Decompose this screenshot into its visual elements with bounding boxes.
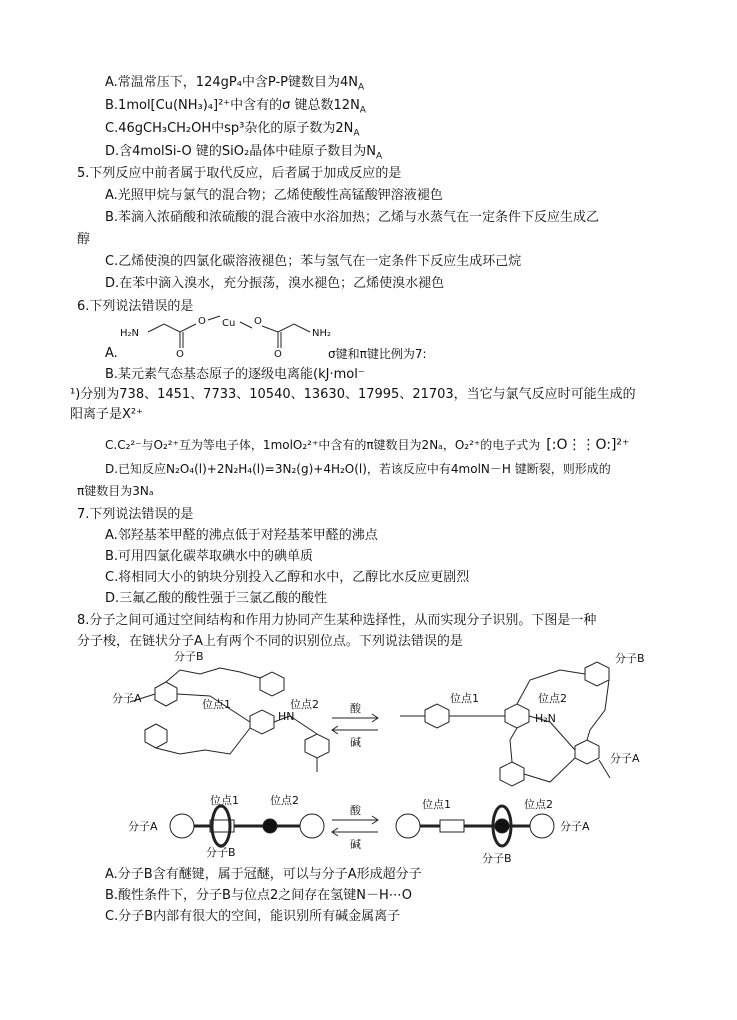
struct-label-o4: O (274, 349, 282, 358)
fig-label-site1-bottom-right: 位点1 (422, 798, 451, 811)
fig-label-mol-b-top-right: 分子B (615, 652, 645, 665)
q4-option-a: A.常温常压下，124gP₄中含P-P键数目为$4N_A$ (105, 75, 365, 93)
q8-option-a: A.分子B含有醚键，属于冠醚，可以与分子A形成超分子 (105, 867, 422, 882)
o2-electron-formula: [:O⋮⋮O:]²⁺ (546, 437, 630, 453)
q8-option-b: B.酸性条件下，分子B与位点2之间存在氢键N－H⋯O (105, 888, 412, 903)
fig-label-site1-bottom-left: 位点1 (210, 794, 239, 807)
fig-label-h2n: H₂N (535, 712, 556, 725)
fig-label-base-bottom: 碱 (350, 838, 361, 851)
fig-label-site2-top-left: 位点2 (290, 698, 319, 711)
q4-option-b: B.1mol[Cu(NH₃)₄]²⁺中含有的σ 键总数$12N_A$ (105, 98, 366, 116)
q6-option-d-line2: π键数目为3Nₐ (77, 484, 154, 498)
q7-option-c: C.将相同大小的钠块分别投入乙醇和水中，乙醇比水反应更剧烈 (105, 570, 470, 585)
fig-label-acid-bottom: 酸 (350, 804, 361, 817)
q5-option-b-line2: 醇 (77, 232, 91, 247)
struct-label-cu: Cu (222, 318, 236, 329)
fig-label-mol-a-top-right: 分子A (610, 752, 640, 765)
q4-option-c: C.46gCH₃CH₂OH中sp³杂化的原子数为$2N_A$ (105, 121, 360, 139)
q5-option-c: C.乙烯使溴的四氯化碳溶液褪色；苯与氢气在一定条件下反应生成环己烷 (105, 254, 522, 269)
fig-label-site2-top-right: 位点2 (538, 692, 567, 705)
fig-label-mol-b-bottom-left: 分子B (206, 846, 236, 859)
struct-label-nh2: NH₂ (312, 328, 332, 339)
q5-stem: 5.下列反应中前者属于取代反应，后者属于加成反应的是 (77, 166, 402, 181)
q6-option-b-line1: B.某元素气态基态原子的逐级电离能(kJ·mol⁻ (105, 367, 365, 382)
q5-option-b-line1: B.苯滴入浓硝酸和浓硫酸的混合液中水浴加热；乙烯与水蒸气在一定条件下反应生成乙 (105, 210, 600, 225)
fig-label-mol-a-bottom-left: 分子A (128, 820, 158, 833)
fig-label-acid-top: 酸 (350, 702, 361, 715)
q5-option-a: A.光照甲烷与氯气的混合物；乙烯使酸性高锰酸钾溶液褪色 (105, 188, 443, 203)
q6-option-d-line1: D.已知反应N₂O₄(l)+2N₂H₄(l)=3N₂(g)+4H₂O(l)，若该反应中有4molN－H 键断裂，则形成的 (105, 462, 611, 476)
q7-option-d: D.三氟乙酸的酸性强于三氯乙酸的酸性 (105, 591, 328, 606)
fig-label-site1-top-right: 位点1 (450, 692, 479, 705)
fig-label-site2-bottom-right: 位点2 (524, 798, 553, 811)
q6-option-b-line2: ¹)分别为738、1451、7733、10540、13630、17995、21703，当它与氯气反应时可能生成的 (70, 387, 636, 402)
struct-label-o3: O (176, 349, 184, 358)
q7-option-b: B.可用四氯化碳萃取碘水中的碘单质 (105, 549, 314, 564)
q6-option-b-line3: 阳离子是X²⁺ (70, 407, 143, 422)
fig-label-site2-bottom-left: 位点2 (270, 794, 299, 807)
molecular-shuttle-figure (110, 650, 680, 865)
fig-label-mol-a-top-left: 分子A (112, 692, 142, 705)
q6-option-a-label: A. (105, 346, 118, 361)
fig-label-base-top: 碱 (350, 736, 361, 749)
q8-stem-line1: 8.分子之间可通过空间结构和作用力协同产生某种选择性，从而实现分子识别。下图是一种 (77, 613, 597, 628)
q8-option-c: C.分子B内部有很大的空间，能识别所有碱金属离子 (105, 909, 401, 924)
struct-label-o2: O (254, 316, 262, 327)
copper-glycinate-structure (118, 312, 338, 358)
fig-label-mol-b-bottom-right: 分子B (482, 852, 512, 865)
fig-label-mol-b-top-left: 分子B (174, 650, 204, 663)
q6-option-c: C.C₂²⁻与O₂²⁺互为等电子体，1molO₂²⁺中含有的π键数目为2Nₐ，O₂²⁺的电子式为 [:O⋮⋮O:]²⁺ (105, 437, 630, 453)
fig-label-site1-top-left: 位点1 (202, 698, 231, 711)
q7-stem: 7.下列说法错误的是 (77, 507, 194, 522)
q6-option-a-text: σ键和π键比例为7: (328, 347, 427, 361)
q6-stem: 6.下列说法错误的是 (77, 299, 194, 314)
q8-stem-line2: 分子梭，在链状分子A上有两个不同的识别位点。下列说法错误的是 (77, 634, 463, 649)
q4-option-d: D.含4molSi-O 键的SiO₂晶体中硅原子数目为$N_A$ (105, 144, 383, 162)
fig-label-mol-a-bottom-right: 分子A (560, 820, 590, 833)
q7-option-a: A.邻羟基苯甲醛的沸点低于对羟基苯甲醛的沸点 (105, 528, 378, 543)
struct-label-h2n: H₂N (120, 328, 140, 339)
struct-label-o1: O (198, 316, 206, 327)
q5-option-d: D.在苯中滴入溴水，充分振荡，溴水褪色；乙烯使溴水褪色 (105, 276, 445, 291)
fig-label-hn: HN (278, 710, 295, 723)
